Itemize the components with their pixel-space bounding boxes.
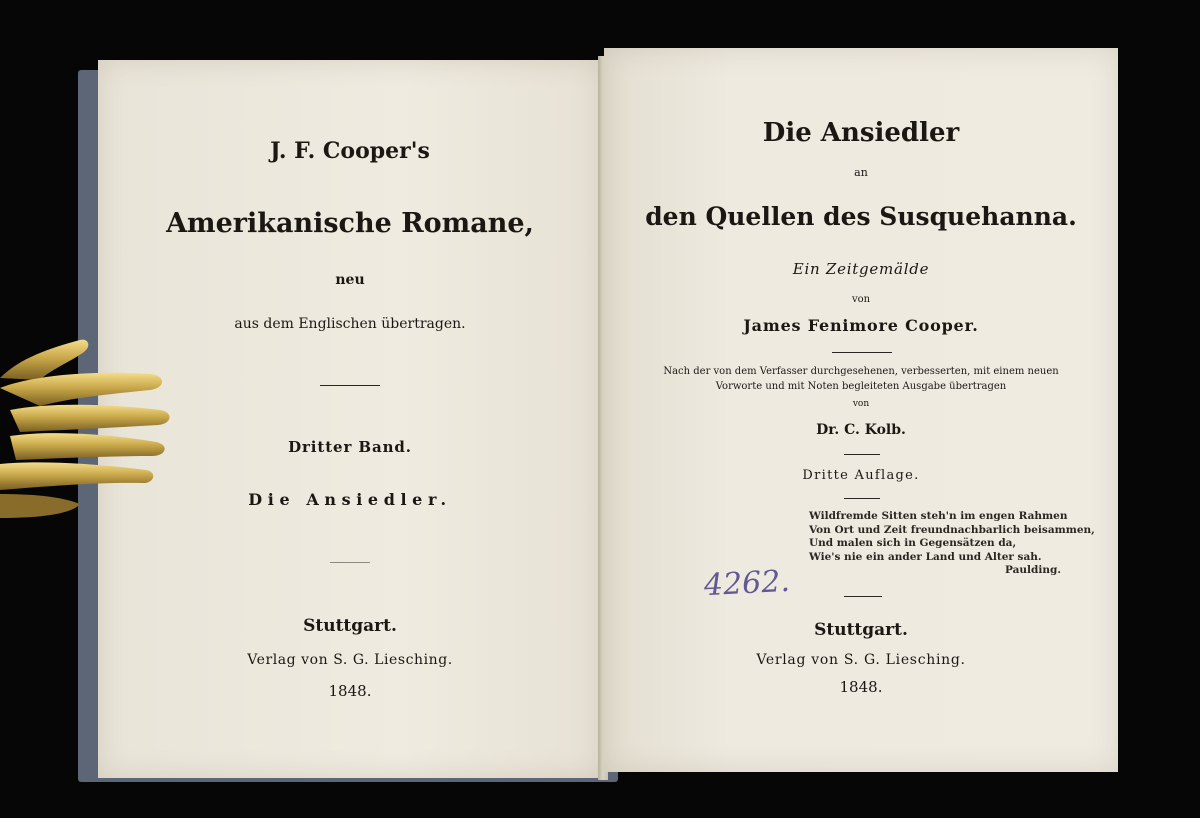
brass-hand-page-holder-icon [0,318,180,538]
edition-label: Dritte Auflage. [802,468,920,483]
by-label: von [851,294,871,305]
publisher-line: Verlag von S. G. Liesching. [247,652,453,668]
divider-rule [832,352,892,353]
series-title: Amerikanische Romane, [166,208,534,239]
volume-label: Dritter Band. [288,438,412,456]
author-name: James Fenimore Cooper. [743,316,979,335]
publisher-line: Verlag von S. G. Liesching. [756,652,966,668]
publication-year: 1848. [839,678,883,696]
publication-year: 1848. [328,682,372,700]
translator-name: Dr. C. Kolb. [816,422,906,438]
series-author: J. F. Cooper's [270,138,430,164]
handwritten-number: 4262. [703,563,791,604]
title-line-1: Die Ansiedler [762,118,960,148]
volume-title: Die Ansiedler. [248,490,452,509]
divider-rule [844,596,882,597]
epigraph-line: Von Ort und Zeit freundnachbarlich beisammen, [809,523,1095,536]
divider-rule [320,385,380,386]
epigraph [809,510,1095,578]
publication-place: Stuttgart. [814,620,908,640]
epigraph-attribution: Paulding. [1004,564,1061,576]
title-line-3: den Quellen des Susquehanna. [645,202,1077,231]
title-line-2: an [854,166,868,179]
translated-label: aus dem Englischen übertragen. [234,316,466,332]
right-page [604,48,1118,772]
divider-rule [844,498,880,499]
new-label: neu [335,272,365,288]
epigraph-line: Wildfremde Sitten steh'n im engen Rahmen [809,510,1068,522]
edition-note-line-1: Nach der von dem Verfasser durchgesehenen, verbesserten, mit einem neuen [663,366,1059,377]
epigraph-line: Wie's nie ein ander Land und Alter sah. [809,550,1042,563]
divider-rule [844,454,880,455]
subtitle: Ein Zeitgemälde [792,260,930,278]
publication-place: Stuttgart. [303,616,397,636]
edition-note-line-2: Vorworte und mit Noten begleiteten Ausgabe übertragen [715,381,1007,392]
translator-by-label: von [852,399,870,409]
divider-rule [330,562,370,563]
epigraph-line: Und malen sich in Gegensätzen da, [809,537,1017,549]
